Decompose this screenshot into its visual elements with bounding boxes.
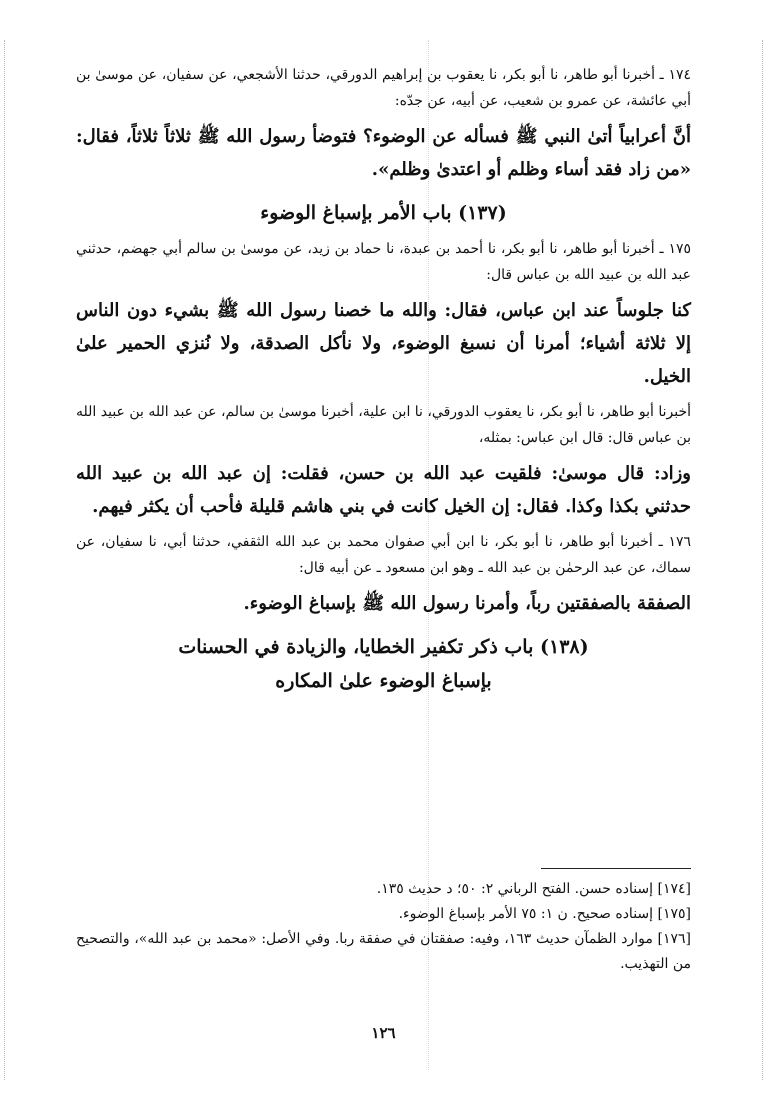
footnote-rule	[541, 868, 691, 869]
hadith-174-matn: أنَّ أعرابياً أتىٰ النبي ﷺ فسأله عن الوضوء؟ فتوضأ رسول الله ﷺ ثلاثاً ثلاثاً، فقال: «من زاد فقد أساء وظلم أو اعتدىٰ وظلم».	[76, 126, 692, 180]
main-text	[76, 62, 691, 704]
hadith-175-second-isnad: أخبرنا أبو طاهر، نا أبو بكر، نا يعقوب الدورقي، نا ابن علية، أخبرنا موسىٰ بن سالم، عن عبد الله بن عبيد الله بن عباس قال: قال ابن عباس: بمثله،	[76, 404, 691, 446]
footnotes	[76, 868, 691, 977]
margin-dots-right	[762, 40, 763, 1080]
hadith-175-isnad: ١٧٥ ـ أخبرنا أبو طاهر، نا أبو بكر، نا أحمد بن عبدة، نا حماد بن زيد، عن موسىٰ بن سالم أبي جهضم، حدثني عبد الله بن عبيد الله بن عباس قال:	[76, 241, 691, 283]
chapter-137-heading: (١٣٧) باب الأمر بإسباغ الوضوء	[260, 202, 507, 224]
hadith-176-isnad: ١٧٦ ـ أخبرنا أبو طاهر، نا أبو بكر، نا ابن أبي صفوان محمد بن عبد الله الثقفي، حدثنا أبي، نا سفيان، عن سماك، عن عبد الرحمٰن بن عبد الله ـ وهو ابن مسعود ـ عن أبيه قال:	[76, 534, 691, 576]
chapter-138-line-1: (١٣٨) باب ذكر تكفير الخطايا، والزيادة في الحسنات	[178, 636, 589, 658]
footnote-174: [١٧٤] إسناده حسن. الفتح الرباني ٢: ٥٠؛ د حديث ١٣٥.	[376, 881, 691, 897]
chapter-138-line-2: بإسباغ الوضوء علىٰ المكاره	[275, 670, 492, 692]
footnote-176: [١٧٦] موارد الظمآن حديث ١٦٣، وفيه: صفقتان في صفقة ربا. وفي الأصل: «محمد بن عبد الله»، والتصحيح من التهذيب.	[76, 931, 692, 972]
hadith-175-matn: كنا جلوساً عند ابن عباس، فقال: والله ما خصنا رسول الله ﷺ بشيء دون الناس إلا ثلاثة أشياء؛ أمرنا أن نسبغ الوضوء، ولا نأكل الصدقة، ولا نُنزي الحمير علىٰ الخيل.	[76, 300, 691, 387]
page-number: ١٢٦	[371, 1024, 396, 1042]
hadith-174-isnad: ١٧٤ ـ أخبرنا أبو طاهر، نا أبو بكر، نا يعقوب بن إبراهيم الدورقي، حدثنا الأشجعي، عن سفيان، عن موسىٰ بن أبي عائشة، عن عمرو بن شعيب، عن أبيه، عن جدّه:	[76, 67, 691, 109]
hadith-175-addition: وزاد: قال موسىٰ: فلقيت عبد الله بن حسن، فقلت: إن عبد الله بن عبيد الله حدثني بكذا وكذا. فقال: إن الخيل كانت في بني هاشم قليلة فأحب أن يكثر فيهم.	[76, 463, 691, 517]
hadith-176-matn: الصفقة بالصفقتين رباً، وأمرنا رسول الله ﷺ بإسباغ الوضوء.	[243, 593, 691, 614]
footnote-175: [١٧٥] إسناده صحيح. ن ١: ٧٥ الأمر بإسباغ الوضوء.	[398, 906, 691, 922]
chapter-138-heading	[76, 630, 691, 698]
margin-dots-left	[4, 40, 5, 1080]
